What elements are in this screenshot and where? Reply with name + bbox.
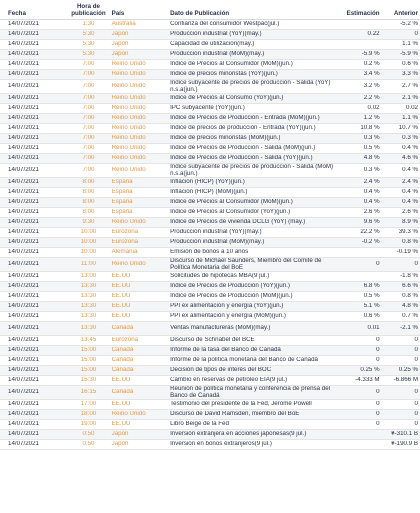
cell-estimate: 0 (376, 401, 380, 408)
cell-country: España (111, 179, 133, 186)
cell-date: 14/07/2021 (8, 41, 39, 48)
cell-time: 15:30 (80, 377, 97, 384)
cell-country: Canadá (111, 357, 134, 364)
cell-estimate: -4.333 M (355, 377, 380, 384)
cell-time: 7:00 (82, 125, 95, 132)
cell-time: 5:30 (82, 51, 95, 58)
cell-description: Índice de Precios al Consumo (YoY)(jun.) (170, 95, 284, 102)
cell-previous: 0 (414, 411, 418, 418)
cell-description: Índice subyacente de precios de producción - Salida (YoY) n.s.a(jun.) (170, 79, 331, 93)
table-row[interactable] (0, 134, 420, 144)
cell-date: 14/07/2021 (8, 145, 39, 152)
table-row[interactable] (0, 30, 420, 40)
cell-date: 14/07/2021 (8, 389, 39, 396)
cell-date: 14/07/2021 (8, 313, 39, 320)
cell-description: PPI ex alimentación y energía (MoM)(jun.) (170, 313, 286, 320)
cell-date: 14/07/2021 (8, 239, 39, 246)
cell-estimate: 3.2 % (363, 83, 380, 90)
cell-date: 14/07/2021 (8, 105, 39, 112)
cell-description: Informe de la política monetaria del Banco de Canadá (170, 357, 318, 364)
cell-previous: 2.7 % (402, 83, 418, 90)
cell-estimate: 10.8 % (360, 125, 380, 132)
cell-description: Índice de Precios de Producción (MoM)(jun.) (170, 293, 293, 300)
cell-description: Testimonio del presidente de la Fed, Jerome Powell (170, 401, 312, 408)
cell-date: 14/07/2021 (8, 431, 39, 438)
cell-estimate: 6.8 % (363, 283, 380, 290)
cell-estimate: 1.2 % (363, 115, 380, 122)
table-row[interactable] (0, 430, 420, 440)
cell-date: 14/07/2021 (8, 293, 39, 300)
cell-time: 15:00 (80, 347, 97, 354)
table-row[interactable] (0, 386, 420, 400)
cell-time: 13:30 (80, 283, 97, 290)
cell-previous: -2.1 % (400, 325, 418, 332)
cell-previous: 0 (414, 421, 418, 428)
table-row[interactable] (0, 400, 420, 410)
cell-estimate: 0.5 % (363, 145, 380, 152)
cell-date: 14/07/2021 (8, 273, 39, 280)
cell-country: Canadá (111, 367, 134, 374)
table-row[interactable] (0, 218, 420, 228)
cell-country: Eurozona (111, 239, 139, 246)
cell-estimate: 0 (376, 421, 380, 428)
cell-country: Reino Unido (111, 115, 146, 122)
cell-date: 14/07/2021 (8, 83, 39, 90)
column-header-description[interactable]: Dato de Publicación (170, 10, 230, 17)
cell-time: 7:00 (82, 155, 95, 162)
cell-time: 7:00 (82, 145, 95, 152)
cell-previous: 0 (414, 261, 418, 268)
cell-description: PPI ex alimentación y energía (YoY)(jun.) (170, 303, 284, 310)
cell-time: 10:00 (80, 229, 97, 236)
cell-country: EE.UU (111, 293, 131, 300)
cell-estimate: 22.2 % (360, 229, 380, 236)
cell-country: Reino Unido (111, 83, 146, 90)
cell-description: Índice de Precios de vivienda DCLG (YoY) (may.) (170, 219, 306, 226)
cell-time: 8:00 (82, 209, 95, 216)
cell-country: Japón (111, 51, 129, 58)
cell-time: 5:30 (82, 31, 95, 38)
cell-previous: 0 (414, 401, 418, 408)
cell-estimate: 9.6 % (363, 219, 380, 226)
cell-country: EE.UU (111, 283, 131, 290)
table-row[interactable] (0, 420, 420, 430)
cell-description: Cambio en reservas de petróleo EIA(9 jul.) (170, 377, 288, 384)
cell-time: 13:00 (80, 273, 97, 280)
cell-date: 14/07/2021 (8, 401, 39, 408)
cell-description: Producción industrial (MoM)(may.) (170, 239, 265, 246)
cell-description: Producción industrial (YoY)(may.) (170, 229, 262, 236)
cell-description: Índice de precios de producción - Entrada (YoY)(jun.) (170, 125, 316, 132)
cell-description: Libro Beige de la Fed (170, 421, 229, 428)
cell-time: 7:00 (82, 71, 95, 78)
cell-previous: 39.3 % (398, 229, 418, 236)
cell-country: Japón (111, 31, 129, 38)
cell-country: Reino Unido (111, 71, 146, 78)
column-header-estimate[interactable]: Estimación (346, 10, 380, 17)
cell-estimate: 0 (376, 347, 380, 354)
cell-previous: 4.6 % (402, 155, 418, 162)
cell-date: 14/07/2021 (8, 125, 39, 132)
column-header-date[interactable]: Fecha (8, 10, 26, 17)
cell-estimate: 0 (376, 357, 380, 364)
cell-previous: 0 (414, 357, 418, 364)
cell-country: EE.UU (111, 273, 131, 280)
cell-estimate: 0.3 % (363, 135, 380, 142)
cell-description: IPC subyacente (YoY)(jun.) (170, 105, 245, 112)
cell-date: 14/07/2021 (8, 31, 39, 38)
cell-previous: 3.3 % (402, 71, 418, 78)
cell-date: 14/07/2021 (8, 95, 39, 102)
cell-estimate: 0.3 % (363, 167, 380, 174)
cell-description: Inflación (HICP) (MoM)(jun.) (170, 189, 248, 196)
table-row[interactable] (0, 94, 420, 104)
cell-description: Ventas manufactureras (MoM)(may.) (170, 325, 271, 332)
table-header (0, 0, 420, 20)
cell-previous: 0 (414, 337, 418, 344)
cell-time: 8:00 (82, 199, 95, 206)
cell-time: 13:30 (80, 303, 97, 310)
cell-description: Discurso de Schnabel del BCE (170, 337, 255, 344)
cell-time: 8:00 (82, 189, 95, 196)
cell-description: Producción industrial (MoM)(may.) (170, 51, 265, 58)
cell-time: 10:00 (80, 249, 97, 256)
cell-estimate: 0 (376, 261, 380, 268)
cell-date: 14/07/2021 (8, 441, 39, 448)
cell-date: 14/07/2021 (8, 135, 39, 142)
cell-estimate: 0 (376, 337, 380, 344)
table-row[interactable] (0, 312, 420, 322)
cell-date: 14/07/2021 (8, 209, 39, 216)
table-row[interactable] (0, 238, 420, 248)
cell-estimate: 0.25 % (360, 367, 380, 374)
table-row[interactable] (0, 346, 420, 356)
cell-description: Reunión de política monetaria y conferencia de prensa del Banco de Canadá (170, 385, 331, 399)
table-row[interactable] (0, 40, 420, 50)
cell-country: Japón (111, 41, 129, 48)
cell-previous: ¥-190.9 B (391, 441, 418, 448)
cell-date: 14/07/2021 (8, 115, 39, 122)
table-row[interactable] (0, 60, 420, 70)
cell-country: Eurozona (111, 229, 139, 236)
cell-previous: 8.9 % (402, 219, 418, 226)
cell-description: Índice de Precios al Consumidor (YoY)(jun.) (170, 209, 291, 216)
cell-previous: 0.8 % (402, 239, 418, 246)
cell-previous: 0 (414, 347, 418, 354)
table-row[interactable] (0, 258, 420, 272)
cell-estimate: 0.5 % (363, 293, 380, 300)
cell-previous: 2.1 % (402, 95, 418, 102)
cell-date: 14/07/2021 (8, 71, 39, 78)
table-row[interactable] (0, 366, 420, 376)
cell-previous: -5.9 % (400, 51, 418, 58)
table-row[interactable] (0, 20, 420, 30)
cell-description: Índice de Precios al Consumidor (MoM)(jun.) (170, 199, 293, 206)
cell-description: Índice de Precios al Consumidor (MoM)(jun.) (170, 61, 293, 68)
cell-country: Reino Unido (111, 219, 146, 226)
cell-description: Índice de Precios de Producción - Salida (MoM)(jun.) (170, 145, 316, 152)
cell-previous: 4.8 % (402, 303, 418, 310)
cell-description: Discurso de David Ramsden, miembro del BoE (170, 411, 300, 418)
table-row[interactable] (0, 164, 420, 178)
cell-previous: 0.4 % (402, 167, 418, 174)
cell-time: 13:30 (80, 325, 97, 332)
cell-previous: 0.25 % (398, 367, 418, 374)
cell-country: EE.UU (111, 421, 131, 428)
cell-description: Solicitudes de hipotecas MBA(9 jul.) (170, 273, 270, 280)
cell-estimate: 0.02 (367, 105, 380, 112)
cell-description: Índice subyacente de precios de producción - Salida (MoM) n.s.a(jun.) (170, 163, 334, 177)
cell-country: Reino Unido (111, 95, 146, 102)
cell-date: 14/07/2021 (8, 199, 39, 206)
column-header-country[interactable]: País (111, 10, 125, 17)
cell-country: Australia (111, 21, 136, 28)
cell-date: 14/07/2021 (8, 303, 39, 310)
table-row[interactable] (0, 282, 420, 292)
cell-country: Canadá (111, 347, 134, 354)
cell-country: España (111, 209, 133, 216)
cell-description: Decisión de tipos de interés del BOC (170, 367, 272, 374)
cell-date: 14/07/2021 (8, 249, 39, 256)
cell-time: 9:30 (82, 219, 95, 226)
cell-previous: 1.1 % (402, 115, 418, 122)
cell-country: Canadá (111, 325, 134, 332)
cell-country: Alemania (111, 249, 138, 256)
cell-previous: 10.7 % (398, 125, 418, 132)
cell-previous: 6.6 % (402, 283, 418, 290)
cell-time: 16:15 (80, 389, 97, 396)
table-row[interactable] (0, 80, 420, 94)
cell-description: Emisión de bonos a 10 años (170, 249, 249, 256)
column-header-time[interactable]: Hora de publicación (71, 3, 106, 17)
table-row[interactable] (0, 188, 420, 198)
cell-country: Reino Unido (111, 411, 146, 418)
cell-date: 14/07/2021 (8, 421, 39, 428)
table-row[interactable] (0, 144, 420, 154)
cell-date: 14/07/2021 (8, 377, 39, 384)
cell-time: 7:00 (82, 95, 95, 102)
cell-estimate: 2.6 % (363, 209, 380, 216)
cell-time: 0:50 (82, 441, 95, 448)
cell-country: Reino Unido (111, 135, 146, 142)
cell-previous: -0.19 % (396, 249, 418, 256)
cell-previous: 0.4 % (402, 145, 418, 152)
cell-estimate: 3.4 % (363, 71, 380, 78)
cell-estimate: -5.9 % (361, 51, 380, 58)
cell-estimate: 2.4 % (363, 179, 380, 186)
cell-date: 14/07/2021 (8, 179, 39, 186)
cell-estimate: 0.6 % (363, 313, 380, 320)
cell-country: EE.UU (111, 313, 131, 320)
table-body (0, 20, 420, 450)
cell-time: 17:00 (80, 401, 97, 408)
cell-date: 14/07/2021 (8, 229, 39, 236)
cell-country: Reino Unido (111, 145, 146, 152)
cell-date: 14/07/2021 (8, 189, 39, 196)
cell-country: Reino Unido (111, 167, 146, 174)
cell-country: EE.UU (111, 401, 131, 408)
cell-description: Índice de Precios de Producción - Salida (YoY)(jun.) (170, 155, 313, 162)
cell-country: Japón (111, 431, 129, 438)
cell-previous: 0 (414, 389, 418, 396)
cell-estimate: 0 (376, 411, 380, 418)
cell-estimate: 0.4 % (363, 199, 380, 206)
cell-country: EE.UU (111, 303, 131, 310)
cell-description: Capacidad de utilización(may.) (170, 41, 255, 48)
table-row[interactable] (0, 104, 420, 114)
cell-description: Producción industrial (YoY)(may.) (170, 31, 262, 38)
cell-time: 7:00 (82, 105, 95, 112)
table-row[interactable] (0, 198, 420, 208)
cell-country: Canadá (111, 389, 134, 396)
cell-time: 11:00 (80, 261, 96, 268)
table-row[interactable] (0, 336, 420, 346)
cell-estimate: 0.22 (367, 31, 380, 38)
cell-estimate: 4.8 % (363, 155, 380, 162)
table-row[interactable] (0, 248, 420, 258)
table-row[interactable] (0, 410, 420, 420)
cell-previous: -5.2 % (400, 21, 418, 28)
table-row[interactable] (0, 208, 420, 218)
cell-previous: 0 (414, 31, 418, 38)
cell-previous: 0.6 % (402, 61, 418, 68)
cell-time: 13:30 (80, 293, 97, 300)
cell-date: 14/07/2021 (8, 411, 39, 418)
cell-date: 14/07/2021 (8, 167, 39, 174)
table-row[interactable] (0, 302, 420, 312)
cell-previous: 1.1 % (402, 41, 418, 48)
cell-estimate: 0.2 % (363, 61, 380, 68)
cell-time: 13:30 (80, 313, 97, 320)
table-row[interactable] (0, 272, 420, 282)
cell-date: 14/07/2021 (8, 283, 39, 290)
cell-previous: 0.8 % (402, 293, 418, 300)
table-row[interactable] (0, 178, 420, 188)
cell-previous: 0.4 % (402, 189, 418, 196)
cell-description: Índice de precios minoristas (YoY)(jun.) (170, 71, 278, 78)
cell-time: 7:00 (82, 83, 95, 90)
cell-date: 14/07/2021 (8, 357, 39, 364)
cell-estimate: -0.2 % (361, 239, 380, 246)
table-row[interactable] (0, 322, 420, 336)
cell-date: 14/07/2021 (8, 219, 39, 226)
cell-time: 7:00 (82, 135, 95, 142)
cell-date: 14/07/2021 (8, 261, 39, 268)
cell-country: Reino Unido (111, 155, 146, 162)
cell-date: 14/07/2021 (8, 367, 39, 374)
table-row[interactable] (0, 440, 420, 450)
table-row[interactable] (0, 50, 420, 60)
cell-country: Reino Unido (111, 261, 146, 268)
table-row[interactable] (0, 154, 420, 164)
cell-country: España (111, 199, 133, 206)
cell-description: Discurso de Michael Saunders, Miembro del Comité de Política Monetaria del BoE (170, 257, 322, 271)
cell-country: Reino Unido (111, 125, 146, 132)
cell-country: Japón (111, 441, 129, 448)
cell-estimate: 0.01 (367, 325, 380, 332)
cell-time: 15:00 (80, 367, 97, 374)
cell-description: Índice de Precios de Producción - Entrada (MoM)(jun.) (170, 115, 320, 122)
cell-date: 14/07/2021 (8, 51, 39, 58)
cell-estimate: 0 (376, 389, 380, 396)
cell-time: 15:00 (80, 357, 97, 364)
cell-country: Eurozona (111, 337, 139, 344)
cell-previous: -6.866 M (393, 377, 418, 384)
cell-time: 7:00 (82, 115, 95, 122)
cell-description: Inflación (HICP) (YoY)(jun.) (170, 179, 245, 186)
cell-time: 19:00 (80, 421, 97, 428)
cell-time: 7:00 (82, 61, 95, 68)
cell-previous: 0.02 (405, 105, 418, 112)
table-row[interactable] (0, 376, 420, 386)
cell-time: 7:00 (82, 167, 95, 174)
table-row[interactable] (0, 124, 420, 134)
cell-estimate: 2.2 % (363, 95, 380, 102)
cell-estimate: 0.4 % (363, 189, 380, 196)
cell-estimate: 5.1 % (363, 303, 380, 310)
cell-description: Confianza del consumidor Westpac(jul.) (170, 21, 280, 28)
cell-date: 14/07/2021 (8, 337, 39, 344)
cell-time: 0:50 (82, 431, 95, 438)
table-row[interactable] (0, 70, 420, 80)
cell-date: 14/07/2021 (8, 61, 39, 68)
cell-time: 5:30 (82, 41, 95, 48)
cell-previous: 0.4 % (402, 199, 418, 206)
cell-country: Reino Unido (111, 61, 146, 68)
cell-time: 13:45 (80, 337, 97, 344)
cell-description: Informe de la tasa del Banco de Canadá (170, 347, 281, 354)
cell-time: 18:00 (80, 411, 97, 418)
cell-previous: 0.3 % (402, 135, 418, 142)
cell-time: 1:30 (82, 21, 95, 28)
cell-description: Inversión extranjera en acciones japonesas(9 jul.) (170, 431, 307, 438)
table-row[interactable] (0, 356, 420, 366)
cell-time: 8:00 (82, 179, 95, 186)
cell-description: Inversión en bonos extranjeros(9 jul.) (170, 441, 272, 448)
table-row[interactable] (0, 114, 420, 124)
cell-date: 14/07/2021 (8, 325, 39, 332)
cell-country: EE.UU (111, 377, 131, 384)
cell-previous: ¥-310.1 B (391, 431, 418, 438)
cell-previous: 2.6 % (402, 209, 418, 216)
cell-time: 10:00 (80, 239, 97, 246)
cell-previous: 2.4 % (402, 179, 418, 186)
cell-description: Índice de precios minoristas (MoM)(jun.) (170, 135, 281, 142)
column-header-previous[interactable]: Anterior (393, 10, 418, 17)
cell-date: 14/07/2021 (8, 155, 39, 162)
table-row[interactable] (0, 292, 420, 302)
cell-description: Índice de Precios de Producción (YoY)(jun.) (170, 283, 290, 290)
cell-country: España (111, 189, 133, 196)
table-row[interactable] (0, 228, 420, 238)
cell-previous: -1.8 % (400, 273, 418, 280)
cell-previous: 0.7 % (402, 313, 418, 320)
cell-date: 14/07/2021 (8, 347, 39, 354)
cell-country: Reino Unido (111, 105, 146, 112)
cell-date: 14/07/2021 (8, 21, 39, 28)
